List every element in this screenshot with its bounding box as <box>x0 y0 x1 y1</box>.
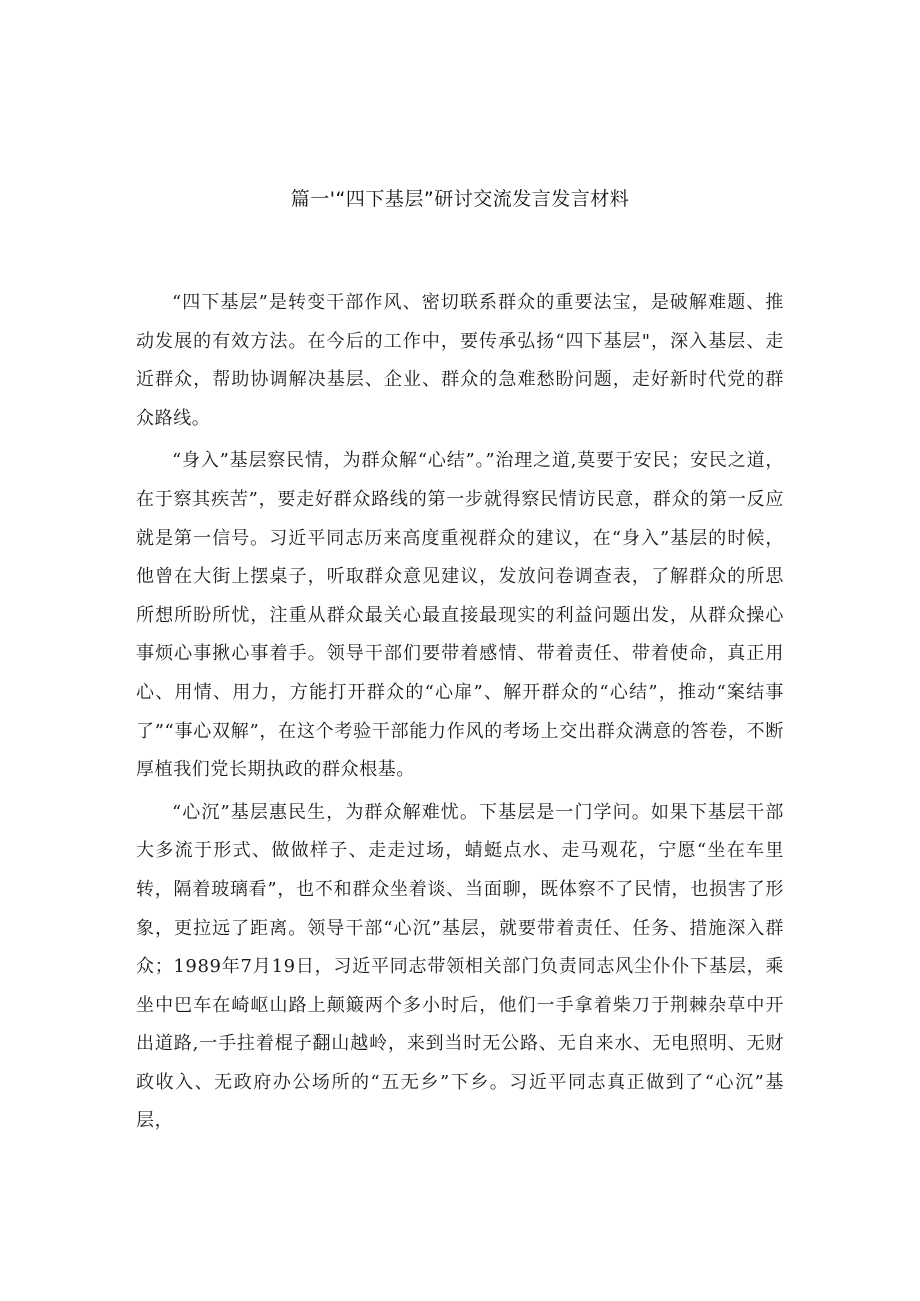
document-body <box>136 284 784 1145</box>
paragraph-3: “心沉”基层惠民生，为群众解难忧。下基层是一门学问。如果下基层干部大多流于形式、做做样子、走走过场，蜻蜓点水、走马观花，宁愿“坐在车里转，隔着玻璃看”，也不和群众坐着谈、当面聊，既体察不了民情，也损害了形象，更拉远了距离。领导干部“心沉”基层，就要带着责任、任务、措施深入群众；1989年7月19日，习近平同志带领相关部门负责同志风尘仆仆下基层，乘坐中巴车在崎岖山路上颠簸两个多小时后，他们一手拿着柴刀于荆棘杂草中开出道路,一手拄着棍子翻山越岭，来到当时无公路、无自来水、无电照明、无财政收入、无政府办公场所的“五无乡”下乡。习近平同志真正做到了“心沉”基层， <box>136 801 784 1132</box>
paragraph-2: “身入”基层察民情，为群众解“心结”。”治理之道,莫要于安民；安民之道，在于察其疾苦”，要走好群众路线的第一步就得察民情访民意，群众的第一反应就是第一信号。习近平同志历来高度重视群众的建议，在“身入”基层的时候，他曾在大街上摆桌子，听取群众意见建议，发放问卷调查表，了解群众的所思所想所盼所忧，注重从群众最关心最直接最现实的利益问题出发，从群众操心事烦心事揪心事着手。领导干部们要带着感情、带着责任、带着使命，真正用心、用情、用力，方能打开群众的“心扉”、解开群众的“心结”，推动“案结事了”“事心双解”，在这个考验干部能力作风的考场上交出群众满意的答卷，不断厚植我们党长期执政的群众根基。 <box>136 450 784 781</box>
paragraph-1: “四下基层”是转变干部作风、密切联系群众的重要法宝，是破解难题、推动发展的有效方法。在今后的工作中，要传承弘扬“四下基层"，深入基层、走近群众，帮助协调解决基层、企业、群众的急难愁盼问题，走好新时代党的群众路线。 <box>136 292 784 429</box>
document-title: 篇一'“四下基层”研讨交流发言发言材料 <box>290 188 630 210</box>
